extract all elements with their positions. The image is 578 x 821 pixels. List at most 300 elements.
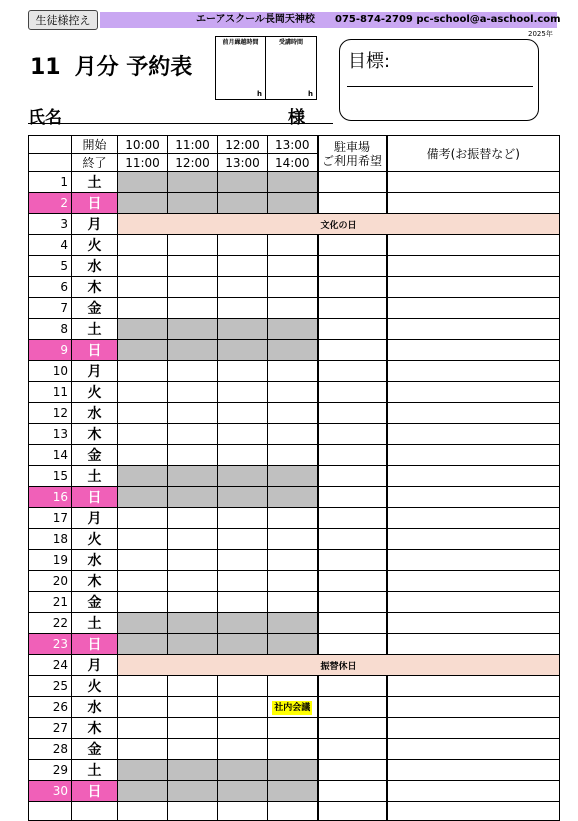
day-row bbox=[29, 445, 560, 466]
closed-slot bbox=[218, 466, 268, 487]
notes-cell[interactable] bbox=[387, 256, 560, 277]
time-slot[interactable] bbox=[218, 277, 268, 298]
weekday: 水 bbox=[72, 697, 118, 718]
parking-cell[interactable] bbox=[318, 256, 387, 277]
holiday-label: 文化の日 bbox=[118, 214, 560, 235]
closed-slot bbox=[168, 760, 218, 781]
notes-cell[interactable] bbox=[387, 403, 560, 424]
parking-cell[interactable] bbox=[318, 466, 387, 487]
day-row bbox=[29, 697, 560, 718]
lesson-hours-cell[interactable] bbox=[266, 37, 316, 99]
time-slot[interactable] bbox=[218, 550, 268, 571]
day-number: 4 bbox=[29, 235, 72, 256]
day-number: 1 bbox=[29, 172, 72, 193]
weekday: 木 bbox=[72, 571, 118, 592]
parking-cell[interactable] bbox=[318, 172, 387, 193]
time-slot[interactable] bbox=[118, 802, 168, 821]
day-number: 18 bbox=[29, 529, 72, 550]
notes-cell[interactable] bbox=[387, 361, 560, 382]
day-row bbox=[29, 277, 560, 298]
time-slot[interactable] bbox=[168, 424, 218, 445]
notes-cell[interactable] bbox=[387, 277, 560, 298]
name-field-line[interactable] bbox=[28, 123, 333, 124]
time-slot[interactable] bbox=[218, 739, 268, 760]
closed-slot bbox=[268, 487, 318, 508]
weekday: 土 bbox=[72, 760, 118, 781]
time-slot[interactable] bbox=[118, 718, 168, 739]
notes-header: 備考(お振替など) bbox=[387, 136, 560, 172]
weekday: 土 bbox=[72, 613, 118, 634]
weekday: 水 bbox=[72, 403, 118, 424]
time-slot[interactable] bbox=[218, 697, 268, 718]
weekday: 月 bbox=[72, 508, 118, 529]
closed-slot bbox=[118, 613, 168, 634]
header-row-start bbox=[29, 136, 560, 154]
parking-cell[interactable] bbox=[318, 277, 387, 298]
time-slot[interactable] bbox=[218, 592, 268, 613]
closed-slot bbox=[218, 172, 268, 193]
time-slot[interactable] bbox=[168, 277, 218, 298]
closed-slot bbox=[168, 781, 218, 802]
parking-cell[interactable] bbox=[318, 718, 387, 739]
time-slot[interactable] bbox=[268, 529, 318, 550]
day-row bbox=[29, 340, 560, 361]
time-slot[interactable] bbox=[118, 739, 168, 760]
title-text: 月分 予約表 bbox=[74, 55, 193, 80]
start-time-4: 13:00 bbox=[268, 136, 318, 154]
time-slot[interactable] bbox=[218, 424, 268, 445]
parking-cell[interactable] bbox=[318, 802, 387, 821]
time-slot[interactable] bbox=[118, 256, 168, 277]
header-blank bbox=[29, 136, 72, 154]
time-slot[interactable] bbox=[168, 550, 218, 571]
notes-cell[interactable] bbox=[387, 592, 560, 613]
parking-cell[interactable] bbox=[318, 676, 387, 697]
parking-cell[interactable] bbox=[318, 550, 387, 571]
day-number: 7 bbox=[29, 298, 72, 319]
weekday: 月 bbox=[72, 361, 118, 382]
closed-slot bbox=[118, 781, 168, 802]
time-slot[interactable] bbox=[118, 403, 168, 424]
weekday: 火 bbox=[72, 235, 118, 256]
notes-cell[interactable] bbox=[387, 529, 560, 550]
closed-slot bbox=[268, 781, 318, 802]
notes-cell[interactable] bbox=[387, 718, 560, 739]
closed-slot bbox=[268, 634, 318, 655]
parking-cell[interactable] bbox=[318, 571, 387, 592]
start-label: 開始 bbox=[72, 136, 118, 154]
end-time-3: 13:00 bbox=[218, 154, 268, 172]
weekday: 木 bbox=[72, 718, 118, 739]
time-slot[interactable] bbox=[268, 235, 318, 256]
header-blank bbox=[29, 154, 72, 172]
start-time-2: 11:00 bbox=[168, 136, 218, 154]
weekday: 火 bbox=[72, 382, 118, 403]
time-slot[interactable] bbox=[118, 298, 168, 319]
weekday: 日 bbox=[72, 487, 118, 508]
weekday: 金 bbox=[72, 445, 118, 466]
day-number: 10 bbox=[29, 361, 72, 382]
honorific: 様 bbox=[288, 108, 305, 128]
day-row bbox=[29, 802, 560, 821]
day-number: 29 bbox=[29, 760, 72, 781]
time-slot[interactable] bbox=[268, 718, 318, 739]
carryover-unit: h bbox=[257, 90, 262, 98]
day-number: 21 bbox=[29, 592, 72, 613]
notes-cell[interactable] bbox=[387, 319, 560, 340]
notes-cell[interactable] bbox=[387, 760, 560, 781]
day-row bbox=[29, 676, 560, 697]
notes-cell[interactable] bbox=[387, 781, 560, 802]
time-slot[interactable] bbox=[268, 424, 318, 445]
parking-line1: 駐車場 bbox=[333, 139, 370, 154]
time-slot[interactable] bbox=[218, 298, 268, 319]
closed-slot bbox=[218, 781, 268, 802]
parking-cell[interactable] bbox=[318, 319, 387, 340]
time-slot[interactable] bbox=[168, 508, 218, 529]
day-row bbox=[29, 613, 560, 634]
time-slot[interactable] bbox=[168, 403, 218, 424]
closed-slot bbox=[118, 466, 168, 487]
closed-slot bbox=[268, 340, 318, 361]
end-time-4: 14:00 bbox=[268, 154, 318, 172]
closed-slot bbox=[218, 193, 268, 214]
day-row bbox=[29, 487, 560, 508]
time-slot[interactable] bbox=[218, 802, 268, 821]
day-row bbox=[29, 571, 560, 592]
weekday: 木 bbox=[72, 277, 118, 298]
day-row bbox=[29, 634, 560, 655]
end-time-2: 12:00 bbox=[168, 154, 218, 172]
closed-slot bbox=[118, 193, 168, 214]
parking-cell[interactable] bbox=[318, 298, 387, 319]
closed-slot bbox=[268, 193, 318, 214]
time-slot[interactable] bbox=[168, 298, 218, 319]
day-row bbox=[29, 214, 560, 235]
closed-slot bbox=[168, 466, 218, 487]
time-slot[interactable] bbox=[118, 550, 168, 571]
day-number: 14 bbox=[29, 445, 72, 466]
time-slot[interactable] bbox=[118, 424, 168, 445]
time-slot[interactable] bbox=[268, 739, 318, 760]
student-copy-badge: 生徒様控え bbox=[28, 10, 98, 30]
time-slot[interactable] bbox=[268, 298, 318, 319]
closed-slot bbox=[218, 634, 268, 655]
time-slot[interactable] bbox=[118, 508, 168, 529]
day-number: 11 bbox=[29, 382, 72, 403]
parking-cell[interactable] bbox=[318, 760, 387, 781]
closed-slot bbox=[268, 319, 318, 340]
notes-cell[interactable] bbox=[387, 424, 560, 445]
notes-cell[interactable] bbox=[387, 193, 560, 214]
day-number: 8 bbox=[29, 319, 72, 340]
notes-cell[interactable] bbox=[387, 739, 560, 760]
closed-slot bbox=[118, 340, 168, 361]
closed-slot bbox=[268, 466, 318, 487]
closed-slot bbox=[168, 613, 218, 634]
start-time-3: 12:00 bbox=[218, 136, 268, 154]
day-number: 6 bbox=[29, 277, 72, 298]
notes-cell[interactable] bbox=[387, 298, 560, 319]
day-row bbox=[29, 655, 560, 676]
parking-cell[interactable] bbox=[318, 340, 387, 361]
day-number: 3 bbox=[29, 214, 72, 235]
time-slot[interactable] bbox=[268, 382, 318, 403]
time-slot[interactable] bbox=[118, 697, 168, 718]
notes-cell[interactable] bbox=[387, 487, 560, 508]
time-slot[interactable] bbox=[268, 802, 318, 821]
day-number: 2 bbox=[29, 193, 72, 214]
closed-slot bbox=[218, 319, 268, 340]
day-number: 30 bbox=[29, 781, 72, 802]
time-slot[interactable] bbox=[118, 529, 168, 550]
goal-label: 目標: bbox=[348, 51, 391, 72]
notes-cell[interactable] bbox=[387, 634, 560, 655]
time-slot[interactable] bbox=[268, 403, 318, 424]
notes-cell[interactable] bbox=[387, 445, 560, 466]
closed-slot bbox=[218, 340, 268, 361]
time-slot[interactable] bbox=[218, 718, 268, 739]
parking-header bbox=[318, 136, 387, 172]
weekday: 日 bbox=[72, 781, 118, 802]
time-slot[interactable] bbox=[168, 718, 218, 739]
day-row bbox=[29, 718, 560, 739]
time-slot[interactable] bbox=[168, 697, 218, 718]
parking-cell[interactable] bbox=[318, 361, 387, 382]
notes-cell[interactable] bbox=[387, 676, 560, 697]
day-row bbox=[29, 466, 560, 487]
day-row bbox=[29, 550, 560, 571]
time-slot[interactable] bbox=[168, 676, 218, 697]
day-number: 5 bbox=[29, 256, 72, 277]
day-number: 16 bbox=[29, 487, 72, 508]
time-slot[interactable] bbox=[168, 529, 218, 550]
time-slot[interactable] bbox=[168, 382, 218, 403]
time-slot[interactable] bbox=[268, 361, 318, 382]
weekday: 月 bbox=[72, 655, 118, 676]
time-slot[interactable] bbox=[118, 592, 168, 613]
name-label: 氏名 bbox=[28, 108, 62, 128]
parking-cell[interactable] bbox=[318, 592, 387, 613]
parking-cell[interactable] bbox=[318, 445, 387, 466]
time-slot[interactable] bbox=[218, 445, 268, 466]
time-slot[interactable] bbox=[168, 802, 218, 821]
day-number: 27 bbox=[29, 718, 72, 739]
hours-box bbox=[215, 36, 317, 100]
notes-cell[interactable] bbox=[387, 550, 560, 571]
day-row bbox=[29, 403, 560, 424]
day-row bbox=[29, 235, 560, 256]
weekday: 火 bbox=[72, 676, 118, 697]
weekday: 火 bbox=[72, 529, 118, 550]
weekday: 水 bbox=[72, 256, 118, 277]
closed-slot bbox=[218, 487, 268, 508]
notes-cell[interactable] bbox=[387, 340, 560, 361]
time-slot[interactable] bbox=[118, 277, 168, 298]
parking-cell[interactable] bbox=[318, 235, 387, 256]
parking-cell[interactable] bbox=[318, 382, 387, 403]
parking-cell[interactable] bbox=[318, 697, 387, 718]
closed-slot bbox=[118, 319, 168, 340]
weekday: 日 bbox=[72, 193, 118, 214]
parking-cell[interactable] bbox=[318, 424, 387, 445]
parking-cell[interactable] bbox=[318, 739, 387, 760]
time-slot[interactable] bbox=[118, 235, 168, 256]
lesson-unit: h bbox=[308, 90, 313, 98]
day-number: 20 bbox=[29, 571, 72, 592]
day-row bbox=[29, 319, 560, 340]
end-label: 終了 bbox=[72, 154, 118, 172]
notes-cell[interactable] bbox=[387, 172, 560, 193]
year-label: 2025年 bbox=[528, 30, 553, 38]
closed-slot bbox=[218, 613, 268, 634]
closed-slot bbox=[268, 172, 318, 193]
notes-cell[interactable] bbox=[387, 235, 560, 256]
page-title bbox=[30, 50, 192, 81]
notes-cell[interactable] bbox=[387, 802, 560, 821]
closed-slot bbox=[168, 319, 218, 340]
day-row bbox=[29, 529, 560, 550]
weekday: 水 bbox=[72, 550, 118, 571]
day-row bbox=[29, 193, 560, 214]
day-number bbox=[29, 802, 72, 821]
time-slot[interactable] bbox=[268, 571, 318, 592]
time-slot[interactable] bbox=[118, 571, 168, 592]
time-slot[interactable] bbox=[268, 445, 318, 466]
time-slot[interactable] bbox=[218, 676, 268, 697]
meeting-label: 社内会議 bbox=[274, 703, 311, 713]
time-slot[interactable] bbox=[218, 382, 268, 403]
time-slot[interactable] bbox=[218, 235, 268, 256]
carryover-hours-cell[interactable] bbox=[216, 37, 266, 99]
parking-cell[interactable] bbox=[318, 781, 387, 802]
time-slot[interactable] bbox=[168, 739, 218, 760]
title-month: 11 bbox=[30, 55, 61, 80]
parking-cell[interactable] bbox=[318, 193, 387, 214]
weekday: 土 bbox=[72, 466, 118, 487]
closed-slot bbox=[118, 487, 168, 508]
parking-cell[interactable] bbox=[318, 634, 387, 655]
closed-slot bbox=[118, 634, 168, 655]
time-slot[interactable] bbox=[168, 592, 218, 613]
notes-cell[interactable] bbox=[387, 613, 560, 634]
time-slot[interactable] bbox=[168, 256, 218, 277]
weekday: 金 bbox=[72, 298, 118, 319]
time-slot[interactable] bbox=[118, 676, 168, 697]
day-number: 15 bbox=[29, 466, 72, 487]
holiday-label: 振替休日 bbox=[118, 655, 560, 676]
parking-cell[interactable] bbox=[318, 403, 387, 424]
notes-cell[interactable] bbox=[387, 382, 560, 403]
day-row bbox=[29, 508, 560, 529]
day-row bbox=[29, 781, 560, 802]
time-slot[interactable] bbox=[268, 256, 318, 277]
closed-slot bbox=[268, 760, 318, 781]
time-slot[interactable] bbox=[168, 571, 218, 592]
day-number: 17 bbox=[29, 508, 72, 529]
closed-slot bbox=[218, 760, 268, 781]
weekday: 金 bbox=[72, 739, 118, 760]
weekday: 木 bbox=[72, 424, 118, 445]
weekday: 金 bbox=[72, 592, 118, 613]
notes-cell[interactable] bbox=[387, 571, 560, 592]
day-number: 28 bbox=[29, 739, 72, 760]
day-row bbox=[29, 361, 560, 382]
closed-slot bbox=[118, 760, 168, 781]
closed-slot bbox=[268, 613, 318, 634]
parking-cell[interactable] bbox=[318, 529, 387, 550]
time-slot[interactable] bbox=[218, 256, 268, 277]
time-slot[interactable] bbox=[268, 697, 318, 718]
day-number: 23 bbox=[29, 634, 72, 655]
notes-cell[interactable] bbox=[387, 508, 560, 529]
weekday: 土 bbox=[72, 172, 118, 193]
time-slot[interactable] bbox=[268, 550, 318, 571]
time-slot[interactable] bbox=[218, 508, 268, 529]
goal-write-line bbox=[347, 86, 533, 87]
day-number: 25 bbox=[29, 676, 72, 697]
parking-cell[interactable] bbox=[318, 613, 387, 634]
time-slot[interactable] bbox=[268, 676, 318, 697]
day-number: 13 bbox=[29, 424, 72, 445]
time-slot[interactable] bbox=[218, 403, 268, 424]
weekday: 日 bbox=[72, 634, 118, 655]
time-slot[interactable] bbox=[268, 277, 318, 298]
time-slot[interactable] bbox=[168, 445, 218, 466]
weekday: 土 bbox=[72, 319, 118, 340]
schedule-table bbox=[28, 135, 560, 821]
notes-cell[interactable] bbox=[387, 466, 560, 487]
carryover-label: 前月繰越時間 bbox=[222, 39, 259, 46]
time-slot[interactable] bbox=[218, 571, 268, 592]
closed-slot bbox=[168, 193, 218, 214]
day-number: 26 bbox=[29, 697, 72, 718]
closed-slot bbox=[168, 634, 218, 655]
day-number: 19 bbox=[29, 550, 72, 571]
day-number: 12 bbox=[29, 403, 72, 424]
closed-slot bbox=[168, 172, 218, 193]
time-slot[interactable] bbox=[118, 361, 168, 382]
day-row bbox=[29, 172, 560, 193]
weekday bbox=[72, 802, 118, 821]
day-row bbox=[29, 739, 560, 760]
time-slot[interactable] bbox=[118, 382, 168, 403]
time-slot[interactable] bbox=[218, 529, 268, 550]
time-slot[interactable] bbox=[168, 235, 218, 256]
day-row bbox=[29, 382, 560, 403]
school-name: エーアスクール長岡天神校 bbox=[196, 14, 315, 25]
time-slot[interactable] bbox=[168, 361, 218, 382]
parking-cell[interactable] bbox=[318, 508, 387, 529]
parking-cell[interactable] bbox=[318, 487, 387, 508]
parking-line2: ご利用希望 bbox=[321, 153, 382, 168]
end-time-1: 11:00 bbox=[118, 154, 168, 172]
school-contact: 075-874-2709 pc-school@a-aschool.com bbox=[335, 14, 561, 25]
time-slot[interactable] bbox=[218, 361, 268, 382]
lesson-label: 受講時間 bbox=[278, 39, 303, 46]
start-time-1: 10:00 bbox=[118, 136, 168, 154]
day-row bbox=[29, 592, 560, 613]
notes-cell[interactable] bbox=[387, 697, 560, 718]
closed-slot bbox=[168, 340, 218, 361]
closed-slot bbox=[168, 487, 218, 508]
time-slot[interactable] bbox=[268, 592, 318, 613]
day-number: 22 bbox=[29, 613, 72, 634]
day-number: 24 bbox=[29, 655, 72, 676]
time-slot[interactable] bbox=[268, 508, 318, 529]
day-row bbox=[29, 760, 560, 781]
time-slot[interactable] bbox=[118, 445, 168, 466]
